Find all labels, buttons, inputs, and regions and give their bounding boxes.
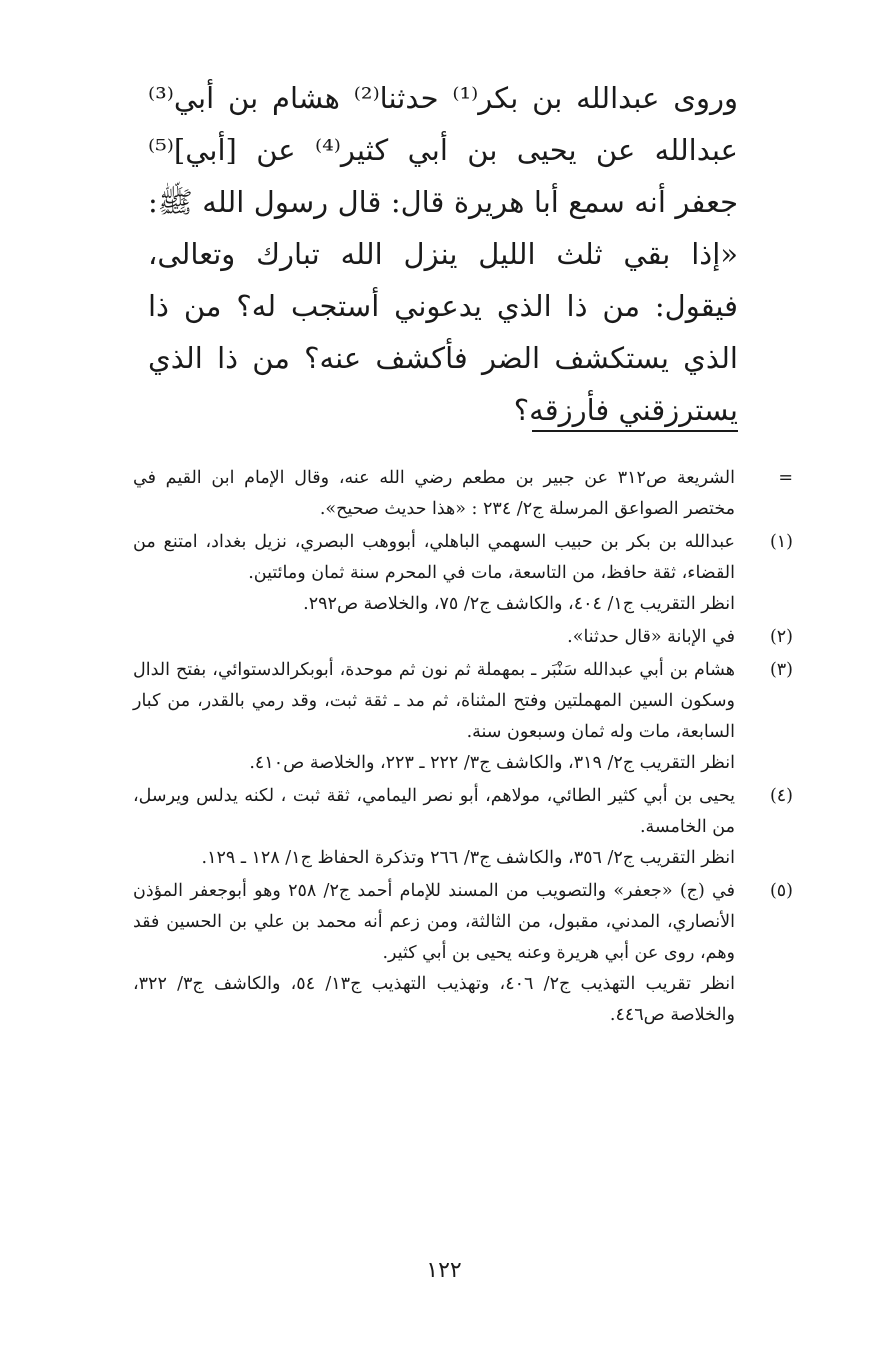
footnote-5 bbox=[133, 876, 793, 1031]
footnotes bbox=[133, 463, 793, 1033]
footnote-reference-line: انظر التقريب ج٢/ ٣١٩، والكاشف ج٣/ ٢٢٢ ـ ٢٢٣، والخلاصة ص٤١٠. bbox=[249, 753, 735, 773]
footnote-number: (٥) bbox=[769, 881, 793, 901]
footnote-number: (٣) bbox=[769, 660, 793, 680]
footnote-line: عبدالله بن بكر بن حبيب السهمي الباهلي، أبووهب البصري، نزيل بغداد، امتنع من القضاء، ثقة حافظ، من التاسعة، مات في المحرم سنة ثمان ومائتين. bbox=[133, 532, 735, 583]
page-number: ١٢٢ bbox=[426, 1258, 462, 1283]
main-text bbox=[148, 72, 738, 436]
footnote-3 bbox=[133, 655, 793, 779]
footnote-continued bbox=[133, 463, 793, 525]
footnote-reference-line: انظر تقريب التهذيب ج٢/ ٤٠٦، وتهذيب التهذيب ج١٣/ ٥٤، والكاشف ج٣/ ٣٢٢، والخلاصة ص٤٤٦. bbox=[133, 974, 735, 1025]
footnote-number: (٤) bbox=[769, 786, 793, 806]
main-paragraph: وروى عبدالله بن بكر⁽¹⁾ حدثنا⁽²⁾ هشام بن أبي⁽³⁾ عبدالله عن يحيى بن أبي كثير⁽⁴⁾ عن [أبي]⁽⁵⁾ جعفر أنه سمع أبا هريرة قال: قال رسول الله ﷺ: «إذا بقي ثلث الليل ينزل الله تبارك وتعالى، فيقول: من ذا الذي يدعوني أستجب له؟ من ذا الذي يستكشف الضر فأكشف عنه؟ من ذا الذي يسترزقني فأرزقه؟ bbox=[148, 81, 738, 427]
footnote-line: في الإبانة «قال حدثنا». bbox=[567, 627, 735, 647]
footnote-reference-line: انظر التقريب ج١/ ٤٠٤، والكاشف ج٢/ ٧٥، والخلاصة ص٢٩٢. bbox=[303, 594, 735, 614]
footnote-separator bbox=[532, 430, 738, 432]
footnote-line: هشام بن أبي عبدالله سَنْبَر ـ بمهملة ثم نون ثم موحدة، أبوبكرالدستوائي، بفتح الدال وسكون السين المهملتين وفتح المثناة، ثم مد ـ ثقة ثبت، وقد رمي بالقدر، من كبار السابعة، مات وله ثمان وسبعون سنة. bbox=[133, 660, 735, 742]
footnote-marker: = bbox=[778, 468, 793, 488]
footnote-number: (٢) bbox=[769, 627, 793, 647]
footnote-line: يحيى بن أبي كثير الطائي، مولاهم، أبو نصر اليمامي، ثقة ثبت ، لكنه يدلس ويرسل، من الخامسة. bbox=[133, 786, 735, 837]
footnote-number: (١) bbox=[769, 532, 793, 552]
footnote-reference-line: انظر التقريب ج٢/ ٣٥٦، والكاشف ج٣/ ٢٦٦ وتذكرة الحفاظ ج١/ ١٢٨ ـ ١٢٩. bbox=[201, 848, 735, 868]
footnote-line: الشريعة ص٣١٢ عن جبير بن مطعم رضي الله عنه، وقال الإمام ابن القيم في مختصر الصواعق المرسلة ج٢/ ٢٣٤ : «هذا حديث صحيح». bbox=[133, 468, 735, 519]
footnote-1 bbox=[133, 527, 793, 620]
footnote-4 bbox=[133, 781, 793, 874]
footnote-line: في (ج) «جعفر» والتصويب من المسند للإمام أحمد ج٢/ ٢٥٨ وهو أبوجعفر المؤذن الأنصاري، المدني، مقبول، من الثالثة، ومن زعم أنه محمد بن علي بن الحسين فقد وهم، روى عن أبي هريرة وعنه يحيى بن أبي كثير. bbox=[133, 881, 735, 963]
footnote-2 bbox=[133, 622, 793, 653]
